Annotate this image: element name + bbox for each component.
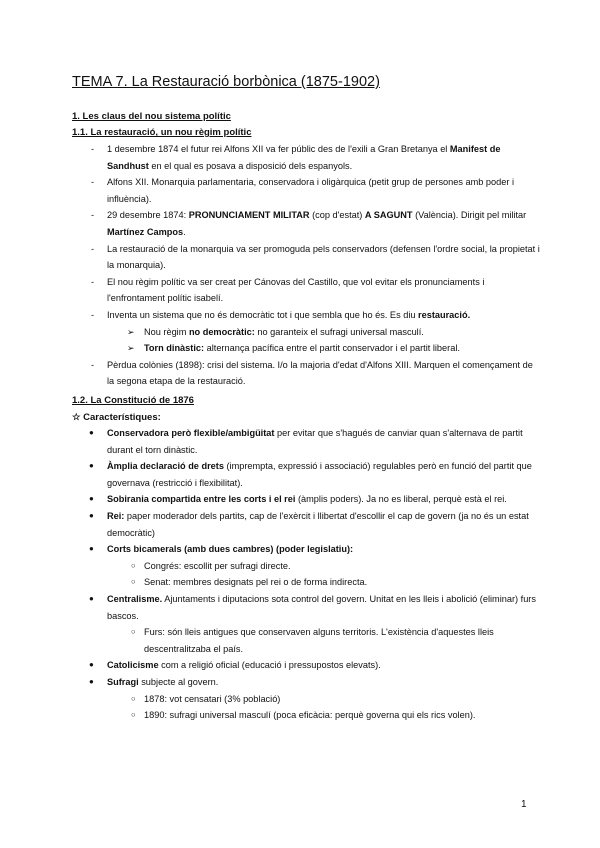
bullet-icon: ● (89, 593, 94, 603)
circle-icon: ○ (131, 710, 136, 720)
circle-icon: ○ (131, 693, 136, 703)
page-title: TEMA 7. La Restauració borbònica (1875-1902) (72, 74, 380, 90)
list-item: ● Catolicisme com a religió oficial (educació i pressupostos elevats). (72, 657, 542, 674)
list-item: ● Sufragi subjecte al govern. (72, 674, 542, 691)
bullet-icon: ● (89, 676, 94, 686)
bullet-icon: ● (89, 544, 94, 554)
sub-list-item: ○ Furs: són lleis antigues que conservaven alguns territoris. L'existència d'aquestes lleis descentralitzaba el país. (72, 624, 542, 657)
circle-icon: ○ (131, 560, 136, 570)
list-item: ● Centralisme. Ajuntaments i diputacions sota control del govern. Unitat en les lleis i abolició (eliminar) furs bascos. (72, 591, 542, 624)
list-item: - Alfons XII. Monarquia parlamentaria, conservadora i oligàrquica (petit grup de persones amb poder i influència). (91, 177, 515, 204)
bullet-icon: ● (89, 660, 94, 670)
section-heading-1-1: 1.1. La restauració, un nou règim polític (72, 127, 252, 138)
section-heading-1: 1. Les claus del nou sistema polític (72, 111, 231, 122)
list-item: ● Conservadora però flexible/ambigüitat per evitar que s'hagués de canviar quan s'alternava de partit durant el torn dinàstic. (72, 425, 542, 458)
section-heading-1-2: 1.2. La Constitució de 1876 (72, 395, 194, 406)
arrow-icon: ➢ (127, 343, 135, 354)
list-item: - Inventa un sistema que no és democràtic tot i que sembla que ho és. Es diu restauració. (91, 309, 471, 320)
list-item: ● Corts bicamerals (amb dues cambres) (poder legislatiu): (72, 541, 542, 558)
list-item: ● Rei: paper moderador dels partits, cap de l'exèrcit i llibertat d'escollir el cap de govern (ja no és un estat democràtic) (72, 508, 542, 541)
circle-icon: ○ (131, 577, 136, 587)
bullet-icon: ● (89, 494, 94, 504)
characteristics-heading: ☆ Característiques: (72, 412, 161, 423)
sub-list-item: ○ 1890: sufragi universal masculí (poca eficàcia: perquè governa qui els rics volen). (72, 707, 542, 724)
bullet-icon: ● (89, 461, 94, 471)
list-item: ● Sobirania compartida entre les corts i el rei (àmplis poders). Ja no es liberal, perquè està el rei. (72, 491, 542, 508)
arrow-icon: ➢ (127, 326, 135, 337)
restauracio-list (72, 141, 542, 390)
list-item: - Pèrdua colònies (1898): crisi del sistema. I/o la majoria d'edat d'Alfons XIII. Marquen el començament de la segona etapa de la restauració. (91, 359, 533, 387)
sub-list-item: ○ Senat: membres designats pel rei o de forma indirecta. (72, 574, 542, 591)
list-item: ● Àmplia declaració de drets (imprempta, expressió i associació) regulables però en funció del partit que governava (restricció i flexibilitat). (72, 458, 542, 491)
list-item: ➢ Nou règim no democràtic: no garanteix el sufragi universal masculí. (72, 324, 542, 341)
bullet-icon: ● (89, 428, 94, 437)
constitucio-list (72, 425, 542, 724)
sub-list-item: ○ 1878: vot censatari (3% població) (72, 691, 542, 708)
sub-list-item: ○ Congrés: escollit per sufragi directe. (72, 558, 542, 575)
list-item: - El nou règim polític va ser creat per Cánovas del Castillo, que vol evitar els pronunciaments i l'enfrontament polític isabelí. (91, 276, 485, 304)
list-item: - 1 desembre 1874 el futur rei Alfons XII va fer públic des de l'exili a Gran Bretanya el Manifest de Sandhust en el qual es posava a disposició dels espanyols. (91, 144, 501, 171)
list-item: ➢ Torn dinàstic: alternança pacífica entre el partit conservador i el partit liberal. (72, 340, 542, 357)
circle-icon: ○ (131, 627, 136, 637)
page-number: 1 (521, 799, 527, 810)
list-item: - La restauració de la monarquia va ser promoguda pels conservadors (defensen l'ordre social, la propietat i la monarquia). (91, 243, 540, 271)
list-item: - 29 desembre 1874: PRONUNCIAMENT MILITAR (cop d'estat) A SAGUNT (València). Dirigit pel militar Martínez Campos. (91, 210, 527, 237)
bullet-icon: ● (89, 510, 94, 520)
